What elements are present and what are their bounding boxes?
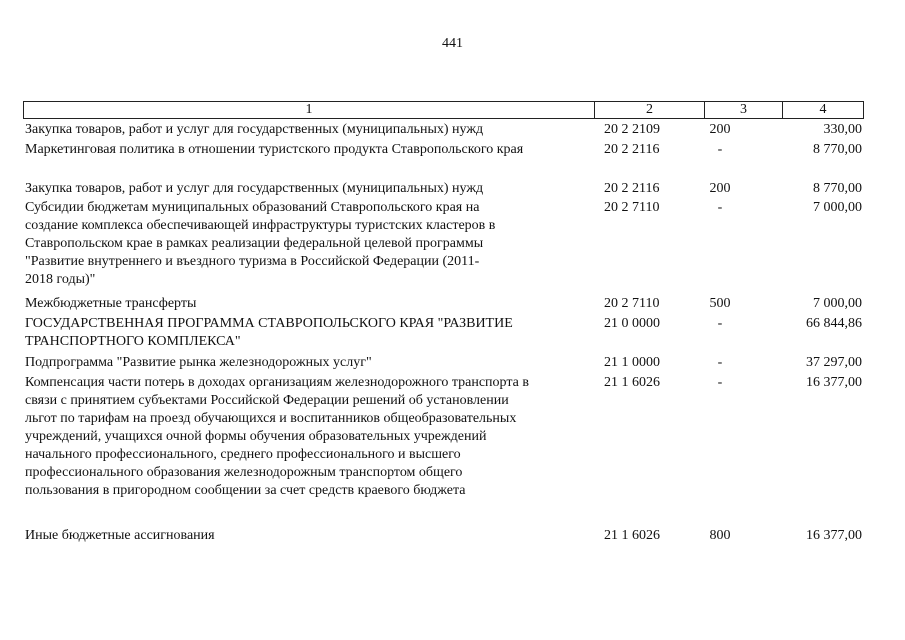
row-expense-type: 200 xyxy=(709,122,731,137)
row-description: Закупка товаров, работ и услуг для государственных (муниципальных) нужд xyxy=(25,122,484,137)
row-description: Маркетинговая политика в отношении туристского продукта Ставропольского края xyxy=(25,142,524,157)
row-expense-type: - xyxy=(717,355,723,370)
row-code: 20 2 7110 xyxy=(604,296,660,311)
row-code: 21 1 6026 xyxy=(604,375,660,390)
row-code: 20 2 7110 xyxy=(604,200,660,215)
table-header xyxy=(23,101,864,119)
header-col-2: 2 xyxy=(595,102,705,118)
row-description: Межбюджетные трансферты xyxy=(25,296,197,311)
page-number: 441 xyxy=(442,36,463,51)
row-amount: 7 000,00 xyxy=(813,296,862,311)
row-description: Закупка товаров, работ и услуг для государственных (муниципальных) нужд xyxy=(25,181,484,196)
row-amount: 66 844,86 xyxy=(806,316,862,331)
row-expense-type: 200 xyxy=(709,181,731,196)
row-amount: 37 297,00 xyxy=(806,355,862,370)
header-col-4: 4 xyxy=(819,102,827,117)
row-expense-type: - xyxy=(717,316,723,331)
row-description: Компенсация части потерь в доходах организациям железнодорожного транспорта в связи с принятием субъектами Российской Федерации решений об установлении льгот по тарифам на проезд обучающихся и воспитанников общеобразовательных учреждений, учащихся очной формы обучения образовательных учреждений начального профессионального, среднего профессионального и высшего профессионального образования железнодорожным транспортом общего пользования в пригородном сообщении за счет средств краевого бюджета xyxy=(25,375,529,498)
row-code: 21 1 0000 xyxy=(604,355,660,370)
row-code: 21 0 0000 xyxy=(604,316,660,331)
row-amount: 7 000,00 xyxy=(813,200,862,215)
header-col-1: 1 xyxy=(24,102,595,118)
row-expense-type: - xyxy=(717,375,723,390)
row-code: 20 2 2116 xyxy=(604,181,660,196)
header-col-3: 3 xyxy=(705,102,783,118)
row-description: Подпрограмма "Развитие рынка железнодорожных услуг" xyxy=(25,355,372,370)
row-code: 21 1 6026 xyxy=(604,528,660,543)
row-amount: 16 377,00 xyxy=(806,528,862,543)
row-description: Иные бюджетные ассигнования xyxy=(25,528,215,543)
row-expense-type: - xyxy=(717,142,723,157)
row-amount: 8 770,00 xyxy=(813,181,862,196)
row-expense-type: 800 xyxy=(709,528,731,543)
row-code: 20 2 2109 xyxy=(604,122,660,137)
row-code: 20 2 2116 xyxy=(604,142,660,157)
row-expense-type: - xyxy=(717,200,723,215)
row-description: Субсидии бюджетам муниципальных образований Ставропольского края на создание комплекса обеспечивающей инфраструктуры туристских кластеров в Ставропольском крае в рамках реализации федеральной целевой программы "Развитие внутреннего и въездного туризма в Российской Федерации (2011- 2018 годы)" xyxy=(25,200,496,287)
row-amount: 16 377,00 xyxy=(806,375,862,390)
row-expense-type: 500 xyxy=(709,296,731,311)
row-amount: 330,00 xyxy=(823,122,862,137)
row-amount: 8 770,00 xyxy=(813,142,862,157)
row-description: ГОСУДАРСТВЕННАЯ ПРОГРАММА СТАВРОПОЛЬСКОГО КРАЯ "РАЗВИТИЕ ТРАНСПОРТНОГО КОМПЛЕКСА" xyxy=(25,316,513,349)
